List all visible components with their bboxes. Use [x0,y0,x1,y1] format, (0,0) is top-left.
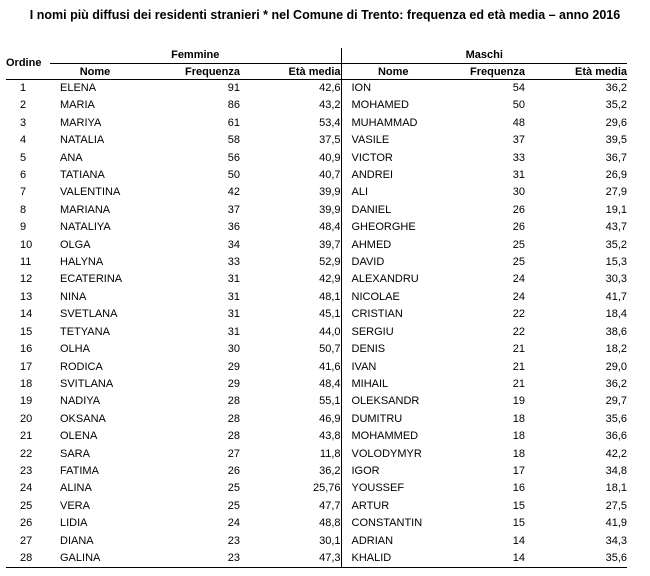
cell-ordine: 11 [20,256,32,269]
cell-m-eta: 35,6 [605,412,627,425]
cell-ordine: 28 [6,550,50,568]
cell-ordine: 18 [20,377,33,390]
cell-ordine: 6 [20,169,27,182]
cell-f-frequenza: 36 [227,221,240,234]
cell-f-frequenza: 42 [227,186,240,199]
table-body [6,80,627,568]
cell-f-frequenza: 23 [140,550,240,568]
cell-f-nome: OLENA [60,430,98,443]
cell-f-nome: RODICA [60,360,103,373]
cell-ordine: 1 [20,82,27,94]
cell-m-eta: 35,6 [525,550,627,568]
table-row [6,550,627,568]
cell-f-frequenza: 29 [227,360,240,373]
cell-ordine: 27 [20,534,33,547]
cell-f-nome: LIDIA [60,517,88,530]
cell-m-frequenza: 26 [512,203,525,216]
cell-m-frequenza: 54 [512,82,525,94]
cell-f-eta: 37,5 [319,134,341,147]
cell-f-eta: 43,8 [319,430,341,443]
cell-m-nome: VICTOR [341,150,445,167]
table-row [6,428,627,445]
cell-f-frequenza: 31 [227,308,240,321]
table-row [6,219,627,236]
cell-m-frequenza: 25 [512,256,525,269]
cell-m-frequenza: 15 [512,499,525,512]
cell-m-nome: DUMITRU [341,411,445,428]
cell-f-nome: SARA [60,447,90,460]
cell-f-frequenza: 25 [227,499,240,512]
cell-f-eta: 53,4 [319,116,341,129]
cell-m-nome: OLEKSANDR [341,393,445,410]
cell-m-eta: 26,9 [605,169,627,182]
cell-m-eta: 27,5 [605,499,627,512]
cell-m-nome: MUHAMMAD [341,115,445,132]
cell-f-eta: 48,8 [319,517,341,530]
cell-f-nome: TATIANA [60,169,105,182]
cell-f-eta: 43,2 [319,99,341,112]
cell-f-nome: MARIANA [60,203,111,216]
cell-f-eta: 39,9 [319,203,341,216]
cell-m-eta: 38,6 [605,325,627,338]
cell-f-nome: VERA [60,499,90,512]
cell-m-nome: MIHAIL [341,376,445,393]
cell-f-eta: 47,3 [240,550,341,568]
cell-m-frequenza: 21 [512,343,525,356]
cell-ordine: 21 [20,430,33,443]
cell-m-nome: ALI [341,184,445,201]
cell-ordine: 15 [20,325,33,338]
cell-m-nome: ANDREI [341,167,445,184]
cell-m-frequenza: 21 [512,360,525,373]
table-row [6,80,627,98]
cell-f-frequenza: 31 [227,273,240,286]
cell-ordine: 25 [20,499,33,512]
cell-f-frequenza: 23 [227,534,240,547]
cell-m-nome: CONSTANTIN [341,515,445,532]
cell-f-nome: GALINA [50,550,140,568]
cell-ordine: 4 [20,134,27,147]
cell-f-frequenza: 25 [227,482,240,495]
cell-ordine: 14 [20,308,33,321]
cell-f-eta: 39,7 [319,238,341,251]
cell-f-nome: ALINA [60,482,92,495]
cell-f-nome: OLHA [60,343,90,356]
cell-f-eta: 42,9 [319,273,341,286]
cell-ordine: 24 [20,482,33,495]
table-row [6,306,627,323]
cell-m-nome: NICOLAE [341,289,445,306]
cell-m-eta: 41,7 [605,290,627,303]
cell-m-frequenza: 18 [512,412,525,425]
cell-ordine: 19 [20,395,33,408]
cell-ordine: 10 [20,238,33,251]
cell-m-nome: CRISTIAN [341,306,445,323]
cell-f-nome: ECATERINA [60,273,123,286]
table-row [6,97,627,114]
table-row [6,289,627,306]
cell-ordine: 3 [20,116,27,129]
table-row [6,132,627,149]
cell-f-eta: 42,6 [319,82,341,94]
cell-ordine: 5 [20,151,27,164]
cell-m-eta: 27,9 [605,186,627,199]
cell-m-nome: VOLODYMYR [341,446,445,463]
cell-ordine: 16 [20,343,33,356]
cell-f-eta: 41,6 [319,360,341,373]
cell-m-frequenza: 26 [512,221,525,234]
cell-m-nome: AHMED [341,237,445,254]
table-row [6,167,627,184]
header-f-nome: Nome [50,64,140,80]
cell-m-nome: ADRIAN [341,533,445,550]
cell-f-nome: OLGA [60,238,91,251]
cell-f-eta: 55,1 [319,395,341,408]
cell-f-frequenza: 86 [227,99,240,112]
cell-m-nome: ION [341,80,445,98]
cell-f-eta: 40,7 [319,169,341,182]
table-row [6,237,627,254]
cell-f-frequenza: 91 [227,82,240,94]
cell-f-eta: 52,9 [319,256,341,269]
cell-f-eta: 25,76 [312,482,341,495]
cell-f-frequenza: 29 [227,377,240,390]
cell-f-nome: SVETLANA [60,308,118,321]
cell-f-nome: MARIYA [60,116,102,129]
cell-m-nome: VASILE [341,132,445,149]
cell-m-eta: 29,7 [605,395,627,408]
page-title: I nomi più diffusi dei residenti stranieri * nel Comune di Trento: frequenza ed età media – anno 2016 [29,8,621,22]
table-row [6,480,627,497]
cell-m-frequenza: 37 [512,134,525,147]
cell-f-frequenza: 30 [227,343,240,356]
cell-m-eta: 36,6 [605,430,627,443]
cell-f-nome: NATALIYA [60,221,111,234]
cell-ordine: 2 [20,99,27,112]
cell-f-frequenza: 58 [227,134,240,147]
cell-m-frequenza: 24 [512,273,525,286]
cell-f-frequenza: 24 [227,517,240,530]
cell-m-eta: 43,7 [605,221,627,234]
table-row [6,533,627,550]
cell-ordine: 9 [20,221,27,234]
cell-m-frequenza: 50 [512,99,525,112]
cell-m-nome: IGOR [341,463,445,480]
cell-m-nome: MOHAMED [341,97,445,114]
cell-m-nome: DAVID [341,254,445,271]
cell-m-nome: ALEXANDRU [341,271,445,288]
cell-f-eta: 50,7 [319,343,341,356]
table-row [6,376,627,393]
header-f-eta: Età media [240,64,341,80]
cell-ordine: 17 [20,360,33,373]
cell-f-frequenza: 33 [227,256,240,269]
table-row [6,202,627,219]
cell-ordine: 20 [20,412,33,425]
cell-m-nome: YOUSSEF [341,480,445,497]
cell-f-nome: NATALIA [60,134,105,147]
table-row [6,324,627,341]
cell-f-frequenza: 56 [227,151,240,164]
cell-m-nome: KHALID [341,550,445,568]
cell-m-eta: 35,2 [605,238,627,251]
names-table [6,48,627,568]
cell-m-eta: 35,2 [605,99,627,112]
cell-f-frequenza: 34 [227,238,240,251]
cell-ordine: 8 [20,203,27,216]
cell-m-nome: DENIS [341,341,445,358]
cell-m-frequenza: 19 [512,395,525,408]
header-m-frequenza: Frequenza [445,64,525,80]
cell-ordine: 12 [20,273,33,286]
cell-f-eta: 40,9 [319,151,341,164]
cell-f-eta: 47,7 [319,499,341,512]
cell-m-eta: 19,1 [605,203,627,216]
cell-f-eta: 39,9 [319,186,341,199]
cell-m-frequenza: 15 [512,517,525,530]
table-row [6,393,627,410]
cell-m-eta: 18,2 [605,343,627,356]
cell-f-frequenza: 37 [227,203,240,216]
cell-f-nome: NINA [60,290,87,303]
table-row [6,411,627,428]
table-row [6,446,627,463]
cell-m-eta: 30,3 [605,273,627,286]
cell-m-frequenza: 17 [512,464,525,477]
cell-m-eta: 36,2 [605,377,627,390]
cell-f-frequenza: 26 [227,464,240,477]
cell-f-nome: FATIMA [60,464,99,477]
cell-m-frequenza: 22 [512,308,525,321]
cell-m-frequenza: 33 [512,151,525,164]
cell-m-frequenza: 21 [512,377,525,390]
cell-f-nome: SVITLANA [60,377,114,390]
cell-f-eta: 48,4 [319,221,341,234]
cell-f-eta: 48,4 [319,377,341,390]
cell-ordine: 26 [20,517,33,530]
cell-m-frequenza: 14 [512,534,525,547]
cell-f-eta: 46,9 [319,412,341,425]
cell-m-eta: 18,4 [605,308,627,321]
header-ordine: Ordine [6,48,50,80]
cell-f-frequenza: 61 [227,116,240,129]
table-row [6,115,627,132]
cell-m-eta: 36,7 [605,151,627,164]
cell-m-frequenza: 25 [512,238,525,251]
table-row [6,515,627,532]
cell-f-eta: 30,1 [319,534,341,547]
header-maschi: Maschi [341,48,627,64]
cell-m-frequenza: 48 [512,116,525,129]
cell-m-frequenza: 31 [512,169,525,182]
cell-m-frequenza: 24 [512,290,525,303]
cell-f-frequenza: 31 [227,290,240,303]
cell-m-eta: 18,1 [605,482,627,495]
cell-f-eta: 45,1 [319,308,341,321]
cell-m-nome: GHEORGHE [341,219,445,236]
cell-m-eta: 29,6 [605,116,627,129]
cell-f-nome: HALYNA [60,256,104,269]
cell-f-eta: 11,8 [319,447,341,460]
cell-m-eta: 42,2 [605,447,627,460]
cell-m-nome: SERGIU [341,324,445,341]
cell-m-eta: 41,9 [605,517,627,530]
table-row [6,463,627,480]
header-m-eta: Età media [525,64,627,80]
cell-f-frequenza: 27 [227,447,240,460]
cell-m-eta: 29,0 [605,360,627,373]
header-femmine: Femmine [50,48,341,64]
cell-m-nome: DANIEL [341,202,445,219]
table-row [6,341,627,358]
cell-f-nome: TETYANA [60,325,110,338]
cell-m-nome: ARTUR [341,498,445,515]
cell-f-frequenza: 50 [227,169,240,182]
table-row [6,184,627,201]
cell-f-nome: DIANA [60,534,94,547]
cell-ordine: 22 [20,447,33,460]
cell-f-frequenza: 31 [227,325,240,338]
cell-f-nome: MARIA [60,99,95,112]
table-row [6,498,627,515]
cell-m-nome: MOHAMMED [341,428,445,445]
cell-m-frequenza: 30 [512,186,525,199]
table-row [6,254,627,271]
cell-m-frequenza: 16 [512,482,525,495]
cell-m-frequenza: 22 [512,325,525,338]
cell-m-eta: 34,3 [605,534,627,547]
cell-f-eta: 44,0 [319,325,341,338]
cell-f-nome: OKSANA [60,412,106,425]
cell-m-eta: 34,8 [605,464,627,477]
cell-f-nome: NADIYA [60,395,101,408]
cell-f-frequenza: 28 [227,395,240,408]
cell-f-eta: 48,1 [319,290,341,303]
cell-m-eta: 39,5 [605,134,627,147]
cell-ordine: 23 [20,464,33,477]
cell-f-nome: ANA [60,151,83,164]
cell-f-nome: ELENA [60,82,97,94]
header-f-frequenza: Frequenza [140,64,240,80]
cell-m-nome: IVAN [341,359,445,376]
cell-ordine: 7 [20,186,27,199]
cell-f-eta: 36,2 [319,464,341,477]
cell-f-frequenza: 28 [227,430,240,443]
table-row [6,150,627,167]
cell-f-frequenza: 28 [227,412,240,425]
cell-ordine: 13 [20,290,33,303]
cell-f-nome: VALENTINA [60,186,121,199]
cell-m-frequenza: 14 [445,550,525,568]
cell-m-eta: 36,2 [605,82,627,94]
table-row [6,271,627,288]
header-m-nome: Nome [341,64,445,80]
table-row [6,359,627,376]
cell-m-frequenza: 18 [512,430,525,443]
cell-m-frequenza: 18 [512,447,525,460]
cell-m-eta: 15,3 [605,256,627,269]
